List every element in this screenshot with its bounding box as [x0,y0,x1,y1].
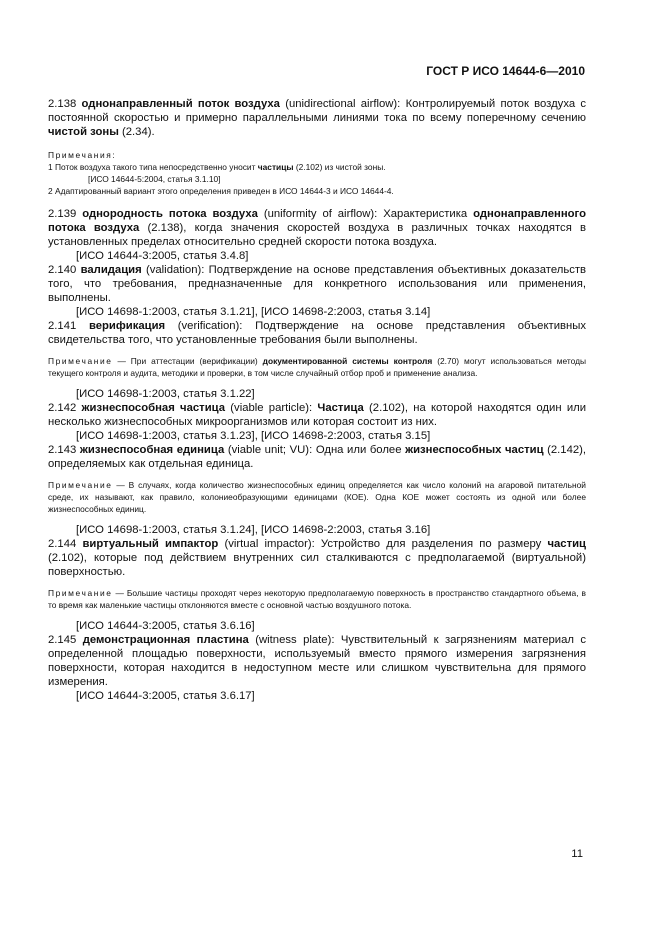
term-2-144: 2.144 виртуальный импактор (virtual impactor): Устройство для разделения по размеру частиц (2.102), которые под действием внутренних сил сталкиваются с предполагаемой (виртуальной) поверхностью. [48,538,586,578]
term-2-139: 2.139 однородность потока воздуха (uniformity of airflow): Характеристика однонаправленного потока воздуха (2.138), когда значения скоростей воздуха в различных точках находятся в установленных пределах относительно средней скорости потока воздуха. [48,208,587,248]
page-number: 11 [571,848,583,860]
term-2-141-note: Примечание — При аттестации (верификации) документированной системы контроля (2.70) могут использоваться методы текущего контроля и аудита, методики и проверки, в том числе случайный отбор проб и применение анализа. [48,356,587,378]
notes-heading: Примечания: [48,150,117,160]
term-2-141: 2.141 верификация (verification): Подтверждение на основе представления объективных свидетельства того, что установленные требования были выполнены. [48,320,587,346]
term-2-140: 2.140 валидация (validation): Подтверждение на основе представления объективных доказательств того, что требования, предназначенные для конкретного использования или применения, выполнены. [48,264,587,304]
term-2-143: 2.143 жизнеспособная единица (viable unit; VU): Одна или более жизнеспособных частиц (2.142), определяемых как отдельная единица. [48,444,587,470]
term-2-142: 2.142 жизнеспособная частица (viable particle): Частица (2.102), на которой находятся один или несколько жизнеспособных микроорганизмов или которая состоит из них. [48,402,587,428]
note-1: 1 Поток воздуха такого типа непосредственно уносит частицы (2.102) из чистой зоны. [48,162,386,172]
term-2-138: 2.138 однонаправленный поток воздуха (unidirectional airflow): Контролируемый поток воздуха с постоянной скоростью и примерно параллельными линиями тока по всему поперечному сечению чистой зоны (2.34). [48,98,587,138]
note-1-reference: [ИСО 14644-5:2004, статья 3.1.10] [88,174,221,184]
term-2-143-note: Примечание — В случаях, когда количество жизнеспособных единиц определяется как число колоний на агаровой питательной среде, их называют, как правило, колониеобразующими единицами (КОЕ). Одна КОЕ может состоять из одной или более жизнеспособных единиц. [48,480,586,514]
term-2-139-reference: [ИСО 14644-3:2005, статья 3.4.8] [76,250,249,262]
term-2-144-note: Примечание — Большие частицы проходят через некоторую предполагаемую поверхность в пространство стандартного объема, в то время как маленькие частицы отклоняются вместе с основной частью воздушного потока. [48,588,586,610]
term-2-144-reference: [ИСО 14644-3:2005, статья 3.6.16] [76,620,255,632]
term-2-142-reference: [ИСО 14698-1:2003, статья 3.1.23], [ИСО 14698-2:2003, статья 3.15] [76,430,431,442]
term-2-141-reference: [ИСО 14698-1:2003, статья 3.1.22] [76,388,255,400]
term-2-145-reference: [ИСО 14644-3:2005, статья 3.6.17] [76,690,255,702]
term-2-145: 2.145 демонстрационная пластина (witness plate): Чувствительный к загрязнениям материал с определенной площадью поверхности, используемый вместо прямого измерения загрязнения поверхности, которая находится в недоступном месте или слишком чувствительна для прямого измерения. [48,634,587,688]
document-body [48,97,586,703]
term-2-140-reference: [ИСО 14698-1:2003, статья 3.1.21], [ИСО 14698-2:2003, статья 3.14] [76,306,431,318]
document-code: ГОСТ Р ИСО 14644-6—2010 [426,64,585,78]
note-2: 2 Адаптированный вариант этого определения приведен в ИСО 14644-3 и ИСО 14644-4. [48,186,394,196]
term-2-143-reference: [ИСО 14698-1:2003, статья 3.1.24], [ИСО 14698-2:2003, статья 3.16] [76,524,431,536]
